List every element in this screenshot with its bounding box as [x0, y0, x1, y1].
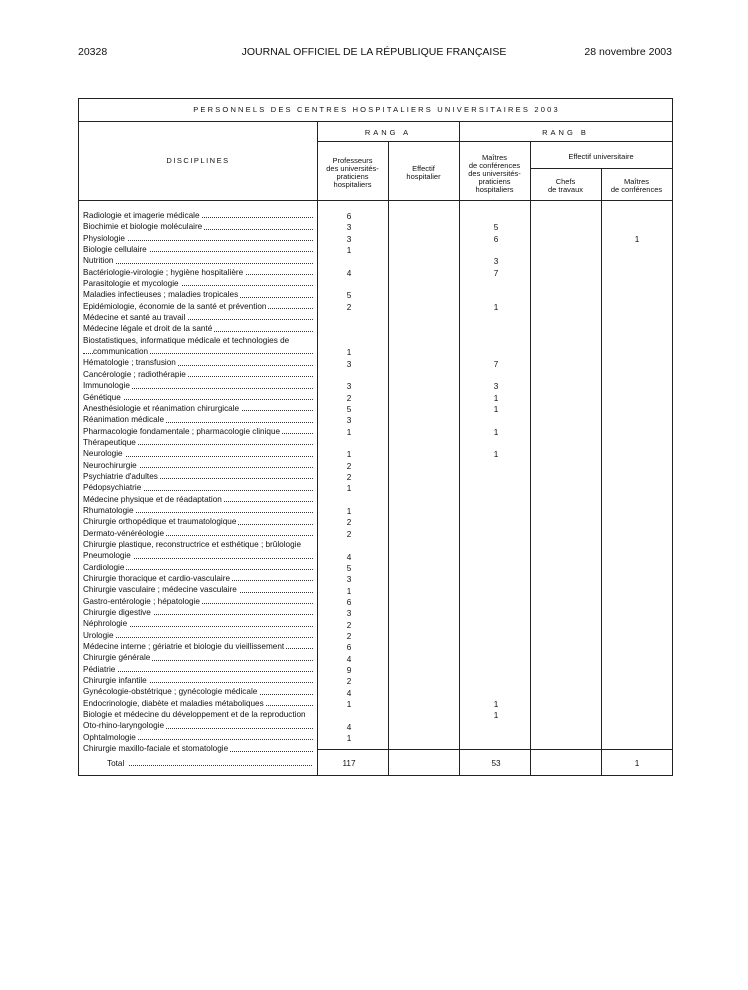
- professeurs-value: 2: [346, 461, 352, 471]
- discipline-label: Médecine interne ; gériatrie et biologie du vieillissement: [83, 642, 285, 652]
- table-row: [83, 278, 317, 289]
- professeurs-value: 2: [346, 631, 352, 641]
- discipline-label: Chirurgie maxillo-faciale et stomatologie: [83, 744, 229, 754]
- discipline-label: Médecine légale et droit de la santé: [83, 324, 213, 334]
- discipline-label: Parasitologie et mycologie: [83, 279, 179, 289]
- table-row: [83, 460, 317, 471]
- discipline-label: Réanimation médicale: [83, 415, 165, 425]
- table-row: [83, 482, 317, 493]
- discipline-label: Médecine physique et de réadaptation: [83, 494, 222, 504]
- col-header-maitres-de-conferences: Maîtres de conférences: [610, 177, 663, 194]
- discipline-label: Médecine et santé au travail: [83, 313, 186, 323]
- discipline-label: Chirurgie infantile: [83, 676, 147, 686]
- discipline-label: Pédopsychiatrie: [83, 483, 142, 493]
- table-row: [83, 652, 317, 663]
- discipline-rows: [83, 210, 317, 755]
- professeurs-value: 4: [346, 688, 352, 698]
- professeurs-value: 9: [346, 666, 352, 675]
- discipline-label: Hématologie ; transfusion: [83, 358, 176, 368]
- discipline-label: communication: [93, 347, 149, 357]
- professeurs-value: 1: [346, 586, 352, 596]
- col-header-chefs-de-travaux: Chefs de travaux: [547, 177, 584, 194]
- professeurs-value: 1: [346, 734, 352, 744]
- table-row: [83, 494, 317, 505]
- discipline-label: Chirurgie digestive: [83, 608, 151, 618]
- professeurs-value: 2: [346, 302, 352, 312]
- professeurs-value: 4: [346, 654, 352, 664]
- discipline-label: Thérapeutique: [83, 437, 136, 447]
- discipline-label: Chirurgie plastique, reconstructrice et esthétique ; brûlologie: [83, 539, 301, 549]
- table-row: [83, 312, 317, 323]
- table-row: [83, 630, 317, 641]
- table-row: [83, 709, 317, 720]
- maitres-value: 3: [493, 382, 499, 392]
- discipline-label: Oto-rhino-laryngologie: [83, 721, 165, 731]
- table-row: [83, 596, 317, 607]
- table-row: [83, 255, 317, 266]
- total-rule: [317, 749, 672, 750]
- rang-rule: [317, 141, 672, 142]
- table-row: [83, 244, 317, 255]
- discipline-label: Biologie et médecine du développement et de la reproduction: [83, 710, 306, 720]
- discipline-label: Urologie: [83, 630, 114, 640]
- maitres-value: 1: [493, 393, 499, 403]
- professeurs-value: 2: [346, 393, 352, 403]
- table-row: [83, 573, 317, 584]
- professeurs-value: 3: [346, 359, 352, 369]
- discipline-label: Cancérologie ; radiothérapie: [83, 369, 186, 379]
- table-row: [83, 323, 317, 334]
- discipline-label: Neurologie: [83, 449, 123, 459]
- table-row: [83, 414, 317, 425]
- discipline-label: Immunologie: [83, 381, 130, 391]
- discipline-label: Pédiatrie: [83, 664, 116, 674]
- table-row: [83, 607, 317, 618]
- discipline-label: Pharmacologie fondamentale ; pharmacologie clinique: [83, 426, 281, 436]
- maitres-value: 7: [493, 268, 499, 278]
- maitres-value: 1: [493, 427, 499, 437]
- table-row: [83, 392, 317, 403]
- table-row: [83, 426, 317, 437]
- table-row: [83, 584, 317, 595]
- table-row: [83, 221, 317, 232]
- table-row: [83, 732, 317, 743]
- table-row: [83, 357, 317, 368]
- professeurs-value: 3: [346, 234, 352, 244]
- table-row: [83, 210, 317, 221]
- table-row: [83, 618, 317, 629]
- table-row: [83, 289, 317, 300]
- table-row: [83, 516, 317, 527]
- professeurs-value: 6: [346, 597, 352, 607]
- professeurs-value: 5: [346, 563, 352, 573]
- professeurs-value: 1: [346, 348, 352, 358]
- col-header-effectif-hospitalier: Effectif hospitalier: [406, 164, 441, 181]
- professeurs-value: 6: [346, 212, 352, 221]
- col-rule-5: [601, 168, 602, 775]
- table-row: [83, 562, 317, 573]
- table-row: [83, 720, 317, 731]
- professeurs-value: 4: [346, 552, 352, 562]
- professeurs-value: 3: [346, 575, 352, 585]
- publication-date: 28 novembre 2003: [584, 46, 672, 58]
- col-header-professeurs: Professeurs des universités- praticiens hospitaliers: [326, 156, 379, 189]
- table-row: [83, 448, 317, 459]
- discipline-label: Gynécologie-obstétrique ; gynécologie médicale: [83, 687, 258, 697]
- col-rule-1: [317, 121, 318, 775]
- personnel-table: [78, 98, 673, 776]
- maitres-value: 6: [493, 234, 499, 244]
- discipline-label: Rhumatologie: [83, 505, 134, 515]
- table-row: [83, 539, 317, 550]
- table-row: [83, 686, 317, 697]
- title-rule: [79, 121, 672, 122]
- discipline-label: Nutrition: [83, 256, 114, 266]
- discipline-label: Biochimie et biologie moléculaire: [83, 222, 203, 232]
- professeurs-value: 4: [346, 722, 352, 732]
- discipline-label: Maladies infectieuses ; maladies tropicales: [83, 290, 239, 300]
- professeurs-value: 5: [346, 404, 352, 414]
- total-professeurs: 117: [342, 759, 356, 768]
- table-row: [83, 403, 317, 414]
- professeurs-value: 1: [346, 507, 352, 517]
- professeurs-value: 2: [346, 518, 352, 528]
- maitres-value: 1: [493, 302, 499, 312]
- table-row: [83, 471, 317, 482]
- discipline-label: Gastro-entérologie ; hépatologie: [83, 596, 200, 606]
- discipline-label: Chirurgie orthopédique et traumatologique: [83, 517, 237, 527]
- maitres-value: 1: [493, 404, 499, 414]
- total-maitres-de-conferences: 1: [634, 759, 640, 768]
- table-row: [83, 743, 317, 754]
- maitres-value: 7: [493, 359, 499, 369]
- table-row: [83, 233, 317, 244]
- professeurs-value: 2: [346, 529, 352, 539]
- professeurs-value: 3: [346, 609, 352, 619]
- discipline-label: Neurochirurgie: [83, 460, 137, 470]
- discipline-label: Bactériologie-virologie ; hygiène hospitalière: [83, 267, 244, 277]
- professeurs-value: 4: [346, 268, 352, 278]
- maitres-value: 5: [493, 223, 499, 233]
- discipline-label: Ophtalmologie: [83, 732, 136, 742]
- discipline-label: Pneumologie: [83, 551, 131, 561]
- discipline-label: Biologie cellulaire: [83, 245, 147, 255]
- table-row: [83, 267, 317, 278]
- professeurs-value: 2: [346, 473, 352, 483]
- professeurs-value: 3: [346, 416, 352, 426]
- discipline-label: Psychiatrie d'adultes: [83, 471, 158, 481]
- rang-b-header: RANG B: [542, 128, 589, 137]
- professeurs-value: 3: [346, 223, 352, 233]
- journal-title: JOURNAL OFFICIEL DE LA RÉPUBLIQUE FRANÇAISE: [241, 46, 507, 58]
- table-row: [83, 550, 317, 561]
- table-row: [83, 664, 317, 675]
- table-row: [83, 641, 317, 652]
- discipline-label: Dermato-vénéréologie: [83, 528, 165, 538]
- table-row: [83, 346, 317, 357]
- discipline-label: Chirurgie thoracique et cardio-vasculaire: [83, 574, 230, 583]
- discipline-label: Anesthésiologie et réanimation chirurgicale: [83, 403, 240, 413]
- table-row: [83, 335, 317, 346]
- table-row: [83, 675, 317, 686]
- professeurs-value: 2: [346, 620, 352, 630]
- professeurs-value: 2: [346, 677, 352, 687]
- discipline-label: Cardiologie: [83, 562, 125, 572]
- maitres-de-conferences-value: 1: [634, 234, 640, 244]
- table-row: [83, 380, 317, 391]
- professeurs-value: 1: [346, 427, 352, 437]
- maitres-value: 3: [493, 257, 499, 267]
- professeurs-value: 5: [346, 291, 352, 301]
- total-maitres: 53: [491, 759, 501, 768]
- col-rule-2: [388, 141, 389, 775]
- discipline-label: Epidémiologie, économie de la santé et prévention: [83, 301, 267, 311]
- professeurs-value: 1: [346, 246, 352, 256]
- table-row: [83, 505, 317, 516]
- discipline-label: Physiologie: [83, 233, 125, 243]
- maitres-value: 1: [493, 700, 499, 710]
- discipline-label: Endocrinologie, diabète et maladies métaboliques: [83, 698, 264, 708]
- discipline-label: Radiologie et imagerie médicale: [83, 211, 200, 220]
- discipline-label: Chirurgie générale: [83, 653, 151, 663]
- table-row: [83, 301, 317, 312]
- professeurs-value: 1: [346, 700, 352, 710]
- discipline-label: Génétique: [83, 392, 121, 402]
- rang-a-header: RANG A: [364, 128, 412, 137]
- table-row: [83, 437, 317, 448]
- col-rule-3: [459, 121, 460, 775]
- professeurs-value: 1: [346, 450, 352, 460]
- discipline-label: Biostatistiques, informatique médicale et technologies de: [83, 335, 290, 345]
- disciplines-header: DISCIPLINES: [166, 156, 230, 165]
- discipline-label: Néphrologie: [83, 619, 128, 629]
- page-number: 20328: [78, 46, 108, 58]
- col-header-maitres-pu: Maîtres de conférences des universités- praticiens hospitaliers: [468, 153, 521, 194]
- effectif-universitaire-header: Effectif universitaire: [568, 152, 634, 161]
- table-title: PERSONNELS DES CENTRES HOSPITALIERS UNIVERSITAIRES 2003: [193, 105, 560, 114]
- maitres-value: 1: [493, 450, 499, 460]
- professeurs-value: 6: [346, 643, 352, 653]
- table-row: [83, 369, 317, 380]
- header-bottom-rule: [79, 200, 672, 201]
- professeurs-value: 1: [346, 484, 352, 494]
- col-rule-4: [530, 141, 531, 775]
- total-label: Total: [107, 759, 312, 768]
- maitres-value: 1: [493, 711, 499, 721]
- discipline-label: Chirurgie vasculaire ; médecine vasculaire: [83, 585, 237, 595]
- table-row: [83, 698, 317, 709]
- professeurs-value: 3: [346, 382, 352, 392]
- table-row: [83, 528, 317, 539]
